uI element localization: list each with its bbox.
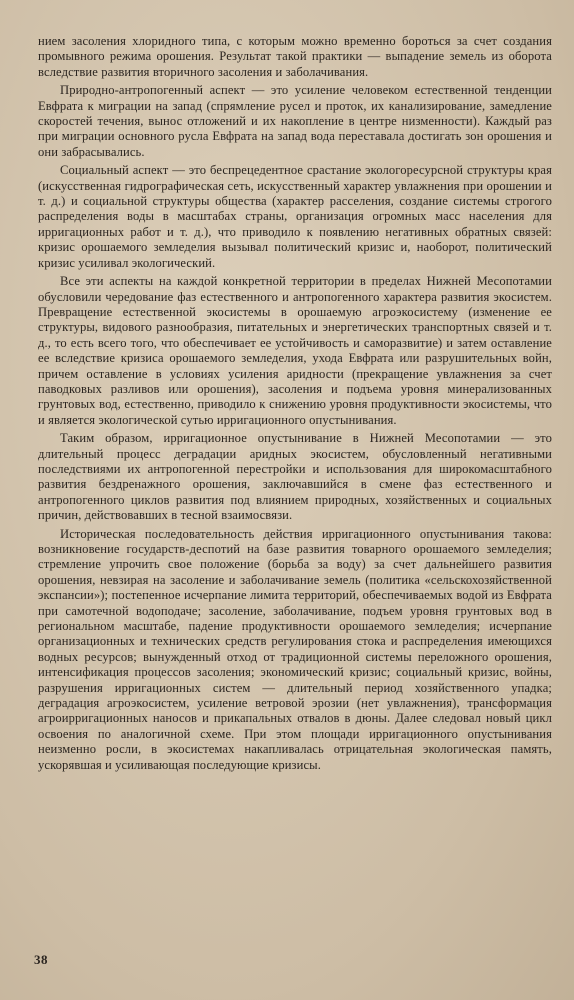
- page-number: 38: [34, 952, 48, 967]
- paragraph-4: Все эти аспекты на каждой конкретной территории в пределах Нижней Месопотамии обусловили чередование фаз естественного и антропогенного характера развития экосистем. Превращение естественной экосистемы в орошаемую агроэкосистему (изменение ее структуры, видового разнообразия, питательных и энергетических транспортных связей и т. д., то есть всего того, что обеспечивает ее устойчивость и саморазвитие) и затем оставление ее вследствие кризиса орошаемого земледелия, ухода Евфрата или разрушительных войн, причем оставление в условиях усиления аридности (прекращение увлажнения за счет паводковых разливов или орошения), засоления и подъема уровня минерализованных грунтовых вод, естественно, приводило к снижению уровня продуктивности экосистемы, что и является экологической сутью ирригационного опустынивания.: [38, 274, 552, 427]
- paragraph-3: Социальный аспект — это беспрецедентное срастание экологоресурсной структуры края (искусственная гидрографическая сеть, искусственный характер увлажнения при орошении и т. д.) и социальной структуры общества (характер расселения, создание системы строгого распределения воды в масштабах страны, организация огромных масс населения для ирригационных работ и т. д.), что приводило к появлению негативных обратных связей: кризис орошаемого земледелия вызывал политический кризис и, наоборот, политический кризис усиливал экологический.: [38, 163, 552, 270]
- paragraph-6: Историческая последовательность действия ирригационного опустынивания такова: возникновение государств-деспотий на базе развития товарного орошаемого земледелия; стремление упрочить свое положение (борьба за воду) за счет дальнейшего развития орошения, невзирая на засоление и заболачивание земель (политика «сельскохозяйственной экспансии»); постепенное исчерпание лимита территорий, обеспечиваемых водой из Евфрата при самотечной водоподаче; засоление, заболачивание, подъем уровня грунтовых вод в региональном масштабе, падение продуктивности орошаемого земледелия; исчерпание организационных и технических средств регулирования стока и распределения имеющихся водных ресурсов; вынужденный отход от традиционной системы переложного орошения, интенсификация процессов засоления; экономический кризис; социальный кризис, войны, разрушения ирригационных систем — длительный период хозяйственного упадка; деградация агроэкосистем, усиление ветровой эрозии (нет увлажнения), трансформация агроирригационных наносов и прикапальных отвалов в дюны. Далее следовал новый цикл освоения по аналогичной схеме. При этом площади ирригационного опустынивания неизменно росли, в экосистемах накапливалась отрицательная экологическая память, ускорявшая и усиливающая последующие кризисы.: [38, 526, 552, 772]
- paragraph-5: Таким образом, ирригационное опустынивание в Нижней Месопотамии — это длительный процесс деградации аридных экосистем, обусловленный негативными последствиями их антропогенной перестройки и использования для широкомасштабного развития бездренажного орошения, заключавшийся в смене фаз естественного и антропогенного циклов развития под влиянием природных, хозяйственных и социальных причин, действовавших в тесной взаимосвязи.: [38, 431, 552, 523]
- paragraph-1: нием засоления хлоридного типа, с которым можно временно бороться за счет создания промывного режима орошения. Результат такой практики — выпадение земель из оборота вследствие развития вторичного засоления и заболачивания.: [38, 34, 552, 79]
- paragraph-2: Природно-антропогенный аспект — это усиление человеком естественной тенденции Евфрата к миграции на запад (спрямление русел и проток, их канализирование, замедление скоростей течения, вынос отложений и их накопление в центре низменности). Каждый раз при миграции основного русла Евфрата на запад вода переставала достигать зон орошения и они забрасывались.: [38, 83, 552, 159]
